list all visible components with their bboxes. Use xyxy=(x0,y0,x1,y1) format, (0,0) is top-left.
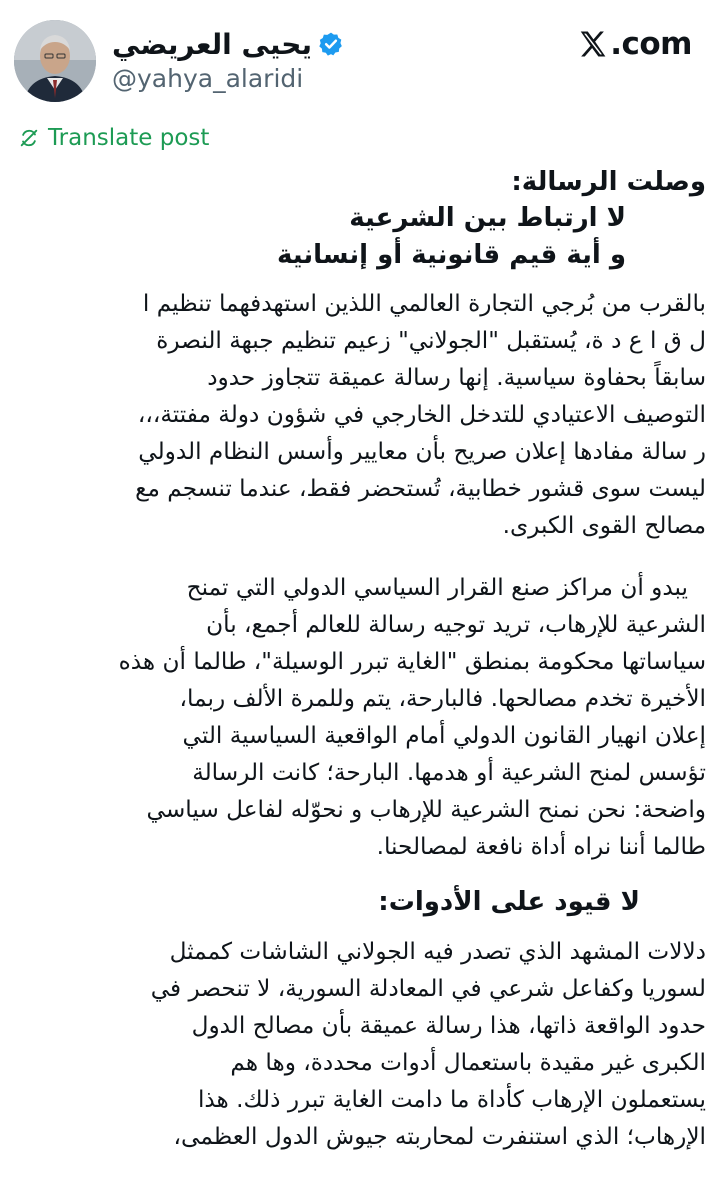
post-line: مصالح القوى الكبرى. xyxy=(502,512,706,539)
post-line: يبدو أن مراكز صنع القرار السياسي الدولي التي تمنح xyxy=(186,574,688,601)
post-line: طالما أننا نراه أداة نافعة لمصالحنا. xyxy=(376,833,706,860)
display-name[interactable]: يحيى العريضي xyxy=(112,27,312,61)
avatar-image xyxy=(14,20,96,102)
post-line: الكبرى غير مقيدة باستعمال أدوات محددة، وها هم xyxy=(230,1049,706,1076)
post-line: الشرعية للإرهاب، تريد توجيه رسالة للعالم أجمع، بأن xyxy=(206,611,706,638)
x-brand[interactable] xyxy=(578,24,692,64)
post-line: واضحة: نحن نمنح الشرعية للإرهاب و نحوّله لفاعل سياسي xyxy=(146,796,706,823)
name-row xyxy=(112,26,344,62)
post-line: لسوريا وكفاعل شرعي في المعادلة السورية، لا تنحصر في xyxy=(150,975,706,1002)
post-heading: و أية قيم قانونية أو إنسانية xyxy=(277,240,626,270)
user-handle[interactable]: @yahya_alaridi xyxy=(112,64,304,93)
post-line: ر سالة مفادها إعلان صريح بأن معايير وأسس النظام الدولي xyxy=(138,438,706,465)
post-line: حدود الواقعة ذاتها، هذا رسالة عميقة بأن مصالح الدول xyxy=(191,1012,706,1039)
post-line: التوصيف الاعتيادي للتدخل الخارجي في شؤون دولة مفتتة،،، xyxy=(137,401,706,428)
post-line: ل ق ا ع د ة، يُستقبل "الجولاني" زعيم تنظيم جبهة النصرة xyxy=(156,327,706,354)
post-line: سياساتها محكومة بمنطق "الغاية تبرر الوسيلة"، طالما أن هذه xyxy=(118,648,706,675)
post-body xyxy=(0,160,724,1200)
post-line: الأخيرة تخدم مصالحها. فالبارحة، يتم وللمرة الألف ربما، xyxy=(179,685,706,712)
post-heading: لا ارتباط بين الشرعية xyxy=(349,203,626,233)
post-line: دلالات المشهد الذي تصدر فيه الجولاني الشاشات كممثل xyxy=(169,938,706,965)
translate-label: Translate post xyxy=(48,125,210,151)
post-header xyxy=(0,0,724,115)
translate-post-button[interactable] xyxy=(18,120,209,156)
post-line: سابقاً بحفاوة سياسية. إنها رسالة عميقة تتجاوز حدود xyxy=(207,364,706,391)
post-line: تؤسس لمنح الشرعية أو هدمها. البارحة؛ كانت الرسالة xyxy=(192,759,706,786)
post-heading: وصلت الرسالة: xyxy=(511,167,706,197)
verified-badge-icon xyxy=(318,31,344,57)
brand-domain: .com xyxy=(610,26,692,62)
post-line: إعلان انهيار القانون الدولي أمام الواقعية السياسية التي xyxy=(182,722,706,749)
post-line: الإرهاب؛ الذي استنفرت لمحاربته جيوش الدول العظمى، xyxy=(173,1123,706,1150)
translate-icon xyxy=(18,127,40,149)
post-heading: لا قيود على الأدوات: xyxy=(378,887,640,917)
avatar[interactable] xyxy=(14,20,96,102)
x-logo-icon xyxy=(578,29,608,59)
post-line: يستعملون الإرهاب كأداة ما دامت الغاية تبرر ذلك. هذا xyxy=(197,1086,706,1113)
post-line: ليست سوى قشور خطابية، تُستحضر فقط، عندما تنسجم مع xyxy=(135,475,706,502)
post-line: بالقرب من بُرجي التجارة العالمي اللذين استهدفهما تنظيم ا xyxy=(142,290,706,317)
